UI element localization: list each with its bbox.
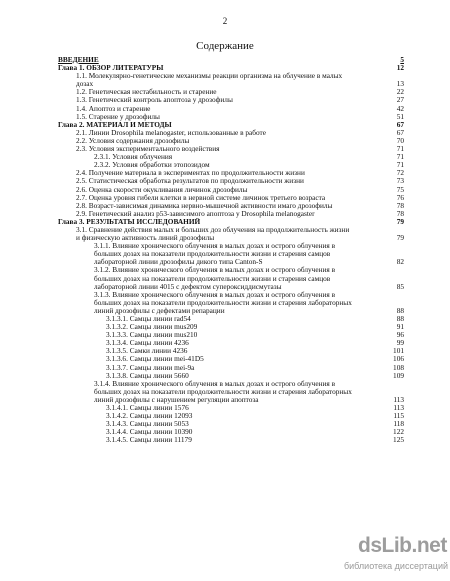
toc-entry-page: 71	[396, 152, 404, 162]
toc-entry-page: 85	[396, 281, 404, 291]
toc-entry	[58, 436, 404, 444]
toc-entry-page: 101	[393, 346, 404, 356]
watermark	[330, 534, 448, 576]
toc-entry-page: 51	[396, 111, 404, 121]
toc-entry-text: 2.6. Оценка скорости окукливания личинок дрозофилы	[76, 185, 248, 194]
toc-entry	[58, 428, 404, 436]
toc-entry	[58, 137, 404, 145]
toc-entry-page: 73	[396, 176, 404, 186]
toc-entry-page: 88	[396, 305, 404, 315]
toc-entry-text: 3.1.3.8. Самцы линии 5660	[106, 371, 189, 380]
toc-entry-text: больших дозах на показатели продолжительности жизни и старения самцов	[94, 274, 331, 283]
toc-entry-page: 5	[400, 55, 404, 64]
table-of-contents	[58, 56, 404, 445]
toc-entry-text: 1.1. Молекулярно-генетические механизмы реакции организма на облучение в малых	[76, 72, 343, 81]
toc-entry	[58, 331, 404, 339]
toc-entry-page: 122	[393, 427, 404, 437]
toc-entry-page: 67	[396, 127, 404, 137]
toc-entry-page: 118	[393, 419, 404, 429]
toc-entry-page: 13	[396, 79, 404, 89]
toc-entry-text: лабораторной линии 4015 с дефектом супероксиддисмутазы	[94, 282, 282, 291]
toc-entry	[58, 169, 404, 177]
toc-entry-text: линий дрозофилы с дефектами репарации	[94, 306, 225, 315]
toc-entry-page: 78	[396, 200, 404, 210]
toc-entry	[58, 177, 404, 185]
watermark-logo: dsLib.net	[358, 534, 447, 557]
toc-entry-text: 2.3.2. Условия обработки этопозидом	[94, 161, 210, 170]
toc-entry-page: 27	[396, 95, 404, 105]
toc-entry-text: 3.1.3.3. Самцы линии mus210	[106, 331, 198, 340]
toc-entry-text: больших дозах на показатели продолжительности жизни и старения самцов	[94, 250, 331, 259]
toc-entry	[58, 380, 404, 388]
toc-entry	[58, 186, 404, 194]
toc-entry-page: 22	[396, 87, 404, 97]
toc-entry	[58, 105, 404, 113]
toc-entry-page: 115	[393, 411, 404, 421]
toc-entry-text: 1.4. Апоптоз и старение	[76, 104, 151, 113]
toc-entry-text: 2.1. Линии Drosophila melanogaster, использованные в работе	[76, 128, 266, 137]
toc-entry-page: 72	[396, 168, 404, 178]
toc-entry-page: 109	[393, 370, 404, 380]
toc-entry-text: 2.3. Условия экспериментального воздействия	[76, 145, 220, 154]
toc-entry-page: 108	[393, 362, 404, 372]
toc-entry	[58, 234, 404, 242]
toc-entry	[58, 339, 404, 347]
toc-title: Содержание	[196, 40, 254, 52]
toc-entry	[58, 291, 404, 299]
toc-entry-text: 3.1.4. Влияние хронического облучения в малых дозах и острого облучения в	[94, 379, 336, 388]
toc-entry-text: 3.1.3.5. Самки линии 4236	[106, 347, 188, 356]
toc-entry-page: 79	[396, 233, 404, 243]
toc-entry-page: 12	[396, 63, 404, 73]
toc-entry	[58, 226, 404, 234]
toc-entry	[58, 242, 404, 250]
toc-entry	[58, 315, 404, 323]
toc-entry-page: 113	[393, 403, 404, 413]
toc-entry-text: ВВЕДЕНИЕ	[58, 56, 99, 64]
toc-entry-text: лабораторной линии дрозофилы дикого типа Canton-S	[94, 258, 263, 267]
watermark-subtitle: библиотека диссертаций	[343, 561, 448, 571]
toc-entry-text: и физическую активность линий дрозофилы	[76, 234, 215, 243]
toc-entry	[58, 80, 404, 88]
toc-entry-text: 1.2. Генетическая нестабильность и старение	[76, 88, 217, 97]
toc-entry	[58, 194, 404, 202]
toc-entry-text: Глава 2. МАТЕРИАЛ И МЕТОДЫ	[58, 120, 172, 129]
toc-entry	[58, 250, 404, 258]
toc-entry-text: 3.1.2. Влияние хронического облучения в малых дозах и острого облучения в	[94, 266, 336, 275]
toc-entry	[58, 210, 404, 218]
toc-entry	[58, 121, 404, 129]
toc-entry-text: 3.1.4.1. Самцы линии 1576	[106, 404, 189, 413]
toc-entry-page: 67	[396, 119, 404, 129]
toc-entry-text: больших дозах на показатели продолжительности жизни и старения лабораторных	[94, 298, 352, 307]
toc-entry-text: 2.5. Статистическая обработка результатов по продолжительности жизни	[76, 177, 304, 186]
toc-entry-text: Глава 3. РЕЗУЛЬТАТЫ ИССЛЕДОВАНИЙ	[58, 217, 201, 226]
toc-entry	[58, 347, 404, 355]
toc-entry	[58, 364, 404, 372]
toc-entry	[58, 266, 404, 274]
toc-entry-text: 3.1.1. Влияние хронического облучения в малых дозах и острого облучения в	[94, 242, 336, 251]
toc-entry-text: 3.1.3.6. Самцы линии mei-41D5	[106, 355, 204, 364]
toc-entry	[58, 56, 404, 64]
toc-entry	[58, 404, 404, 412]
toc-entry-page: 125	[393, 435, 404, 445]
toc-entry-text: 1.5. Старение у дрозофилы	[76, 112, 160, 121]
toc-entry-text: 3.1.4.2. Самцы линии 12093	[106, 412, 193, 421]
toc-entry-page: 79	[396, 216, 404, 226]
toc-entry	[58, 161, 404, 169]
toc-entry-page: 76	[396, 192, 404, 202]
toc-entry-text: 2.8. Возраст-зависимая динамика нервно-мышечной активности имаго дрозофилы	[76, 201, 333, 210]
toc-entry-text: линий дрозофилы с нарушением регуляции апоптоза	[94, 395, 259, 404]
toc-entry-text: 2.4. Получение материала в экспериментах по продолжительности жизни	[76, 169, 305, 178]
toc-entry-page: 106	[393, 354, 404, 364]
toc-entry-page: 113	[393, 394, 404, 404]
toc-entry-page: 75	[396, 184, 404, 194]
toc-entry	[58, 420, 404, 428]
toc-entry	[58, 88, 404, 96]
toc-entry	[58, 372, 404, 380]
toc-entry-page: 91	[396, 322, 404, 332]
toc-entry-text: 2.7. Оценка уровня гибели клетки в нервной системе личинок третьего возраста	[76, 193, 326, 202]
toc-entry-page: 78	[396, 208, 404, 218]
toc-entry	[58, 96, 404, 104]
toc-entry-text: дозах	[76, 80, 94, 89]
toc-entry	[58, 202, 404, 210]
toc-entry-page: 71	[396, 160, 404, 170]
toc-entry-text: 2.2. Условия содержания дрозофилы	[76, 136, 190, 145]
toc-entry-text: больших дозах на показатели продолжительности жизни и старения лабораторных	[94, 387, 352, 396]
toc-entry	[58, 388, 404, 396]
toc-entry	[58, 307, 404, 315]
toc-entry-page: 99	[396, 338, 404, 348]
toc-entry	[58, 145, 404, 153]
toc-entry	[58, 283, 404, 291]
toc-entry	[58, 218, 404, 226]
toc-entry	[58, 412, 404, 420]
toc-entry-text: 1.3. Генетический контроль апоптоза у дрозофилы	[76, 96, 233, 105]
toc-entry-text: 3.1.4.5. Самцы линии 11179	[106, 436, 192, 445]
toc-entry-text: 2.3.1. Условия облучения	[94, 153, 173, 162]
toc-entry-text: 2.9. Генетический анализ р53-зависимого апоптоза у Drosophila melanogaster	[76, 209, 315, 218]
toc-entry	[58, 129, 404, 137]
toc-entry-page: 96	[396, 330, 404, 340]
toc-entry-page: 71	[396, 144, 404, 154]
toc-entry-text: 3.1.3.4. Самцы линии 4236	[106, 339, 189, 348]
toc-entry	[58, 355, 404, 363]
toc-entry	[58, 275, 404, 283]
toc-entry	[58, 396, 404, 404]
toc-entry	[58, 258, 404, 266]
toc-entry	[58, 113, 404, 121]
toc-entry	[58, 64, 404, 72]
toc-entry-text: 3.1. Сравнение действия малых и больших доз облучения на продолжительность жизни	[76, 225, 350, 234]
page-number: 2	[222, 16, 228, 26]
toc-entry	[58, 323, 404, 331]
toc-entry-page: 82	[396, 257, 404, 267]
toc-entry-page: 88	[396, 314, 404, 323]
toc-entry	[58, 153, 404, 161]
toc-entry-page: 42	[396, 103, 404, 113]
toc-entry-page: 70	[396, 135, 404, 145]
toc-entry-text: 3.1.3.7. Самцы линии mei-9a	[106, 363, 195, 372]
toc-entry	[58, 299, 404, 307]
toc-entry-text: 3.1.3.1. Самцы линии rad54	[106, 315, 191, 323]
toc-entry-text: 3.1.3. Влияние хронического облучения в малых дозах и острого облучения в	[94, 290, 336, 299]
toc-entry-text: 3.1.4.3. Самцы линии 5053	[106, 420, 189, 429]
toc-entry-text: 3.1.4.4. Самцы линии 10390	[106, 428, 193, 437]
toc-entry	[58, 72, 404, 80]
toc-entry-text: 3.1.3.2. Самцы линии mus209	[106, 323, 198, 332]
toc-entry-text: Глава 1. ОБЗОР ЛИТЕРАТУРЫ	[58, 64, 164, 73]
